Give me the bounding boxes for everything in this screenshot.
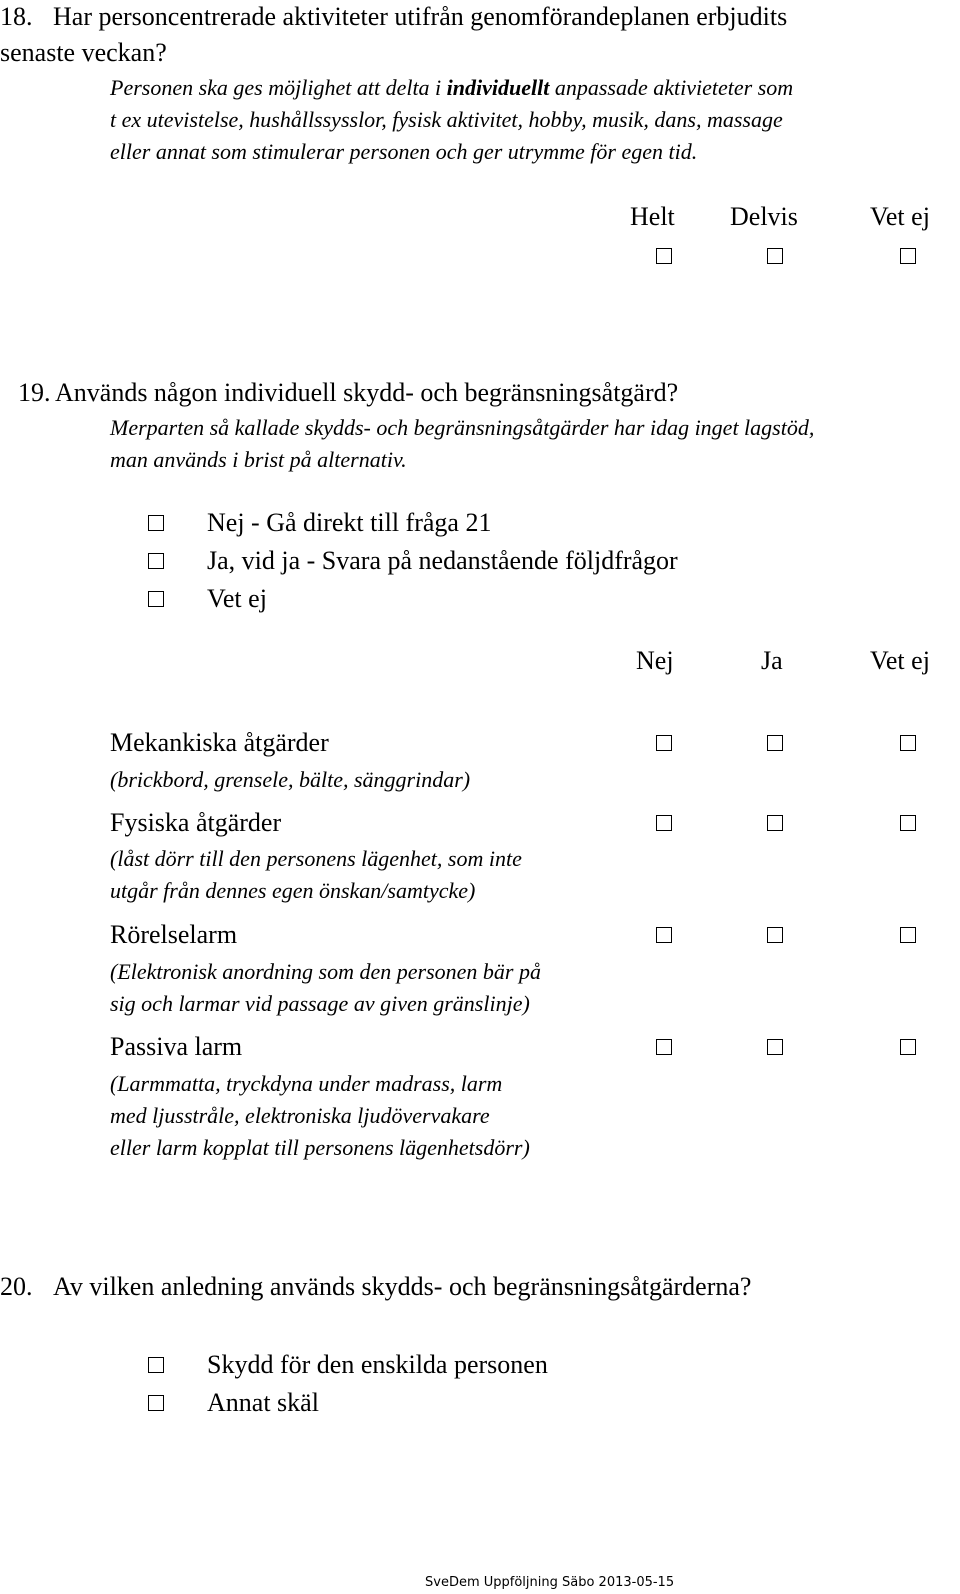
q20-option-skydd-label: Skydd för den enskilda personen — [207, 1350, 548, 1379]
q18-note-post: anpassade aktivieteter som — [549, 75, 794, 100]
item-fysiska-checkbox-nej[interactable] — [656, 815, 672, 831]
q19-option-vetej-label: Vet ej — [207, 584, 267, 613]
item-passiva-larm-checkbox-nej[interactable] — [656, 1039, 672, 1055]
q19-option-vetej-checkbox[interactable] — [148, 591, 164, 607]
q19-col-nej: Nej — [636, 646, 674, 675]
q19-text: Används någon individuell skydd- och begränsningsåtgärd? — [55, 378, 679, 407]
item-fysiska-desc-line2: utgår från dennes egen önskan/samtycke) — [110, 878, 476, 903]
q20-number: 20. — [0, 1272, 33, 1301]
q18-checkbox-vetej[interactable] — [900, 248, 916, 264]
q18-note-line3: eller annat som stimulerar personen och ger utrymme för egen tid. — [110, 139, 698, 164]
q19-option-ja-label: Ja, vid ja - Svara på nedanstående följdfrågor — [207, 546, 678, 575]
item-rorelselarm-checkbox-vetej[interactable] — [900, 927, 916, 943]
item-passiva-larm-desc-line2: med ljusstråle, elektroniska ljudövervakare — [110, 1103, 490, 1128]
item-rorelselarm-checkbox-nej[interactable] — [656, 927, 672, 943]
item-rorelselarm-desc-line2: sig och larmar vid passage av given gränslinje) — [110, 991, 530, 1016]
q18-checkbox-helt[interactable] — [656, 248, 672, 264]
item-passiva-larm-desc-line3: eller larm kopplat till personens lägenhetsdörr) — [110, 1135, 530, 1160]
q19-option-nej-checkbox[interactable] — [148, 515, 164, 531]
item-fysiska-title: Fysiska åtgärder — [110, 808, 282, 837]
item-mekaniska-checkbox-vetej[interactable] — [900, 735, 916, 751]
q18-text-line1: Har personcentrerade aktiviteter utifrån genomförandeplanen erbjudits — [53, 2, 788, 31]
q18-col-delvis: Delvis — [730, 202, 798, 231]
q18-note-line1 — [110, 72, 793, 104]
item-mekaniska-title: Mekankiska åtgärder — [110, 728, 329, 757]
item-passiva-larm-title: Passiva larm — [110, 1032, 243, 1061]
q18-note-line2: t ex utevistelse, hushållssysslor, fysisk aktivitet, hobby, musik, dans, massage — [110, 107, 783, 132]
q18-number: 18. — [0, 2, 33, 31]
item-mekaniska-desc: (brickbord, grensele, bälte, sänggrindar) — [110, 767, 471, 792]
q19-option-ja-checkbox[interactable] — [148, 553, 164, 569]
item-mekaniska-checkbox-ja[interactable] — [767, 735, 783, 751]
q18-text-line2: senaste veckan? — [0, 38, 167, 67]
q18-note-pre: Personen ska ges möjlighet att delta i — [110, 75, 447, 100]
item-fysiska-checkbox-ja[interactable] — [767, 815, 783, 831]
item-mekaniska-checkbox-nej[interactable] — [656, 735, 672, 751]
q20-option-skydd-checkbox[interactable] — [148, 1357, 164, 1373]
item-fysiska-checkbox-vetej[interactable] — [900, 815, 916, 831]
q18-col-helt: Helt — [630, 202, 675, 231]
item-passiva-larm-desc-line1: (Larmmatta, tryckdyna under madrass, larm — [110, 1071, 503, 1096]
q19-option-nej-label: Nej - Gå direkt till fråga 21 — [207, 508, 492, 537]
q18-checkbox-delvis[interactable] — [767, 248, 783, 264]
q19-col-ja: Ja — [761, 646, 783, 675]
q18-note-bold: individuellt — [446, 75, 550, 100]
q20-text: Av vilken anledning används skydds- och begränsningsåtgärderna? — [53, 1272, 752, 1301]
q20-option-annat-label: Annat skäl — [207, 1388, 319, 1417]
q19-note-line1: Merparten så kallade skydds- och begränsningsåtgärder har idag inget lagstöd, — [110, 415, 815, 440]
q19-col-vetej: Vet ej — [870, 646, 930, 675]
item-rorelselarm-desc-line1: (Elektronisk anordning som den personen bär på — [110, 959, 541, 984]
item-rorelselarm-title: Rörelselarm — [110, 920, 238, 949]
item-passiva-larm-checkbox-ja[interactable] — [767, 1039, 783, 1055]
q18-col-vetej: Vet ej — [870, 202, 930, 231]
q19-number: 19. — [18, 378, 51, 407]
page-footer: SveDem Uppföljning Säbo 2013-05-15 — [425, 1575, 675, 1590]
q19-note-line2: man används i brist på alternativ. — [110, 447, 407, 472]
item-fysiska-desc-line1: (låst dörr till den personens lägenhet, som inte — [110, 846, 522, 871]
q20-option-annat-checkbox[interactable] — [148, 1395, 164, 1411]
item-rorelselarm-checkbox-ja[interactable] — [767, 927, 783, 943]
item-passiva-larm-checkbox-vetej[interactable] — [900, 1039, 916, 1055]
